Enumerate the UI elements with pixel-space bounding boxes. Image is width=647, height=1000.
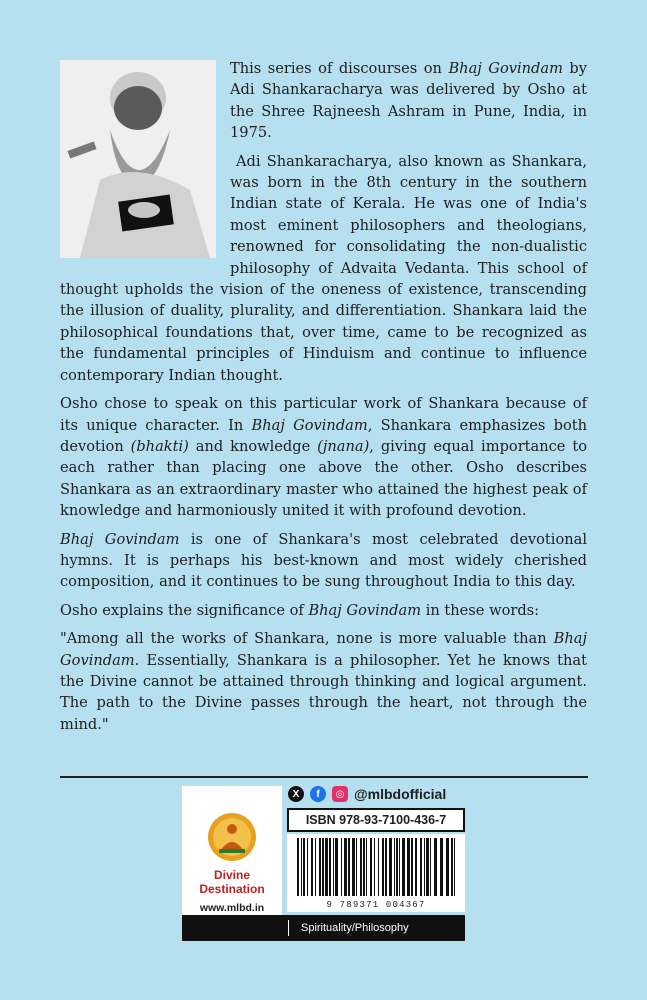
barcode-bar — [325, 838, 328, 896]
barcode-bar — [399, 838, 400, 896]
back-cover-text — [60, 58, 587, 742]
social-handle[interactable]: @mlbdofficial — [354, 786, 447, 802]
barcode-bar — [344, 838, 347, 896]
barcode-bar — [382, 838, 384, 896]
barcode-bar — [446, 838, 449, 896]
isbn-label: ISBN 978-93-7100-436-7 — [287, 808, 465, 832]
barcode-bar — [356, 838, 357, 896]
barcode-bar — [360, 838, 362, 896]
barcode-bar — [348, 838, 350, 896]
divider-line — [60, 776, 588, 778]
barcode-bar — [430, 838, 431, 896]
barcode-bar — [378, 838, 379, 896]
barcode-bars — [287, 834, 465, 898]
barcode-digits: 9 789371 004367 — [287, 898, 465, 912]
instagram-icon[interactable]: ◎ — [332, 786, 348, 802]
barcode-bar — [394, 838, 395, 896]
barcode-bar — [315, 838, 316, 896]
barcode-bar — [363, 838, 365, 896]
barcode-bar — [370, 838, 372, 896]
barcode-bar — [415, 838, 417, 896]
barcode-bar — [385, 838, 387, 896]
barcode-bar — [411, 838, 413, 896]
barcode-bar — [454, 838, 455, 896]
barcode-bar — [434, 838, 437, 896]
x-icon[interactable]: X — [288, 786, 304, 802]
barcode-bar — [333, 838, 334, 896]
barcode-bar — [307, 838, 308, 896]
barcode-bar — [389, 838, 392, 896]
barcode-bar — [319, 838, 321, 896]
category-label: Spirituality/Philosophy — [301, 922, 409, 934]
barcode-bar — [311, 838, 313, 896]
barcode-bar — [451, 838, 453, 896]
barcode-bar — [335, 838, 338, 896]
publisher-url[interactable]: www.mlbd.in — [199, 902, 265, 914]
barcode-bar — [352, 838, 355, 896]
paragraph-quote: "Among all the works of Shankara, none is more valuable than Bhaj Govindam. Essentially, Shankara is a philosopher. Yet he knows that the Divine cannot be attained through thinking and logical argument. The path to the Divine passes through the heart, not through the mind." — [60, 630, 587, 733]
barcode-bar — [402, 838, 405, 896]
category-divider — [288, 920, 289, 936]
paragraph-hymn: Bhaj Govindam is one of Shankara's most celebrated devotional hymns. It is perhaps his best-known and most widely cherished composition, and it continues to be sung throughout India to this day. — [60, 530, 588, 591]
barcode-bar — [396, 838, 398, 896]
paragraph-shankara: Adi Shankaracharya, also known as Shankara, was born in the 8th century in the southern Indian state of Kerala. He was one of India's most eminent philosophers and theologians, renowned for consolidating the non-dualistic philosophy of Advaita Vedanta. This school of thought upholds the vision of the oneness of existence, transcending the illusion of duality, plurality, and differentiation. Shankara laid the philosophical foundations that, over time, came to be recognized as the fundamental principles of Hinduism and continue to influence contemporary Indian thought. — [60, 152, 587, 384]
barcode-bar — [374, 838, 375, 896]
paragraph-work: Osho chose to speak on this particular work of Shankara because of its unique character. In Bhaj Govindam, Shankara emphasizes both devotion (bhakti) and knowledge (jnana), giving equal importance to each rather than placing one above the other. Osho describes Shankara as an extraordinary master who attained the highest peak of knowledge and harmoniously united it with profound devotion. — [60, 395, 587, 520]
barcode-bar — [303, 838, 305, 896]
barcode-bar — [407, 838, 410, 896]
barcode-bar — [297, 838, 299, 896]
barcode-bar — [420, 838, 422, 896]
facebook-icon[interactable]: f — [310, 786, 326, 802]
barcode-bar — [301, 838, 302, 896]
barcode-bar — [440, 838, 443, 896]
barcode-bar — [341, 838, 342, 896]
barcode-bar — [424, 838, 425, 896]
paragraph-intro: This series of discourses on Bhaj Govindam by Adi Shankaracharya was delivered by Osho at the Shree Rajneesh Ashram in Pune, India, in 1975. — [230, 60, 588, 142]
social-handles — [288, 786, 446, 802]
photo-spacer — [60, 58, 230, 260]
category-bar — [182, 915, 465, 941]
paragraph-significance: Osho explains the significance of Bhaj Govindam in these words: — [60, 601, 540, 619]
barcode-bar — [322, 838, 324, 896]
barcode-bar — [366, 838, 367, 896]
publisher-name: Divine Destination — [199, 868, 265, 896]
barcode-bar — [426, 838, 429, 896]
buddha-emblem-icon — [207, 812, 257, 862]
barcode-bar — [329, 838, 331, 896]
